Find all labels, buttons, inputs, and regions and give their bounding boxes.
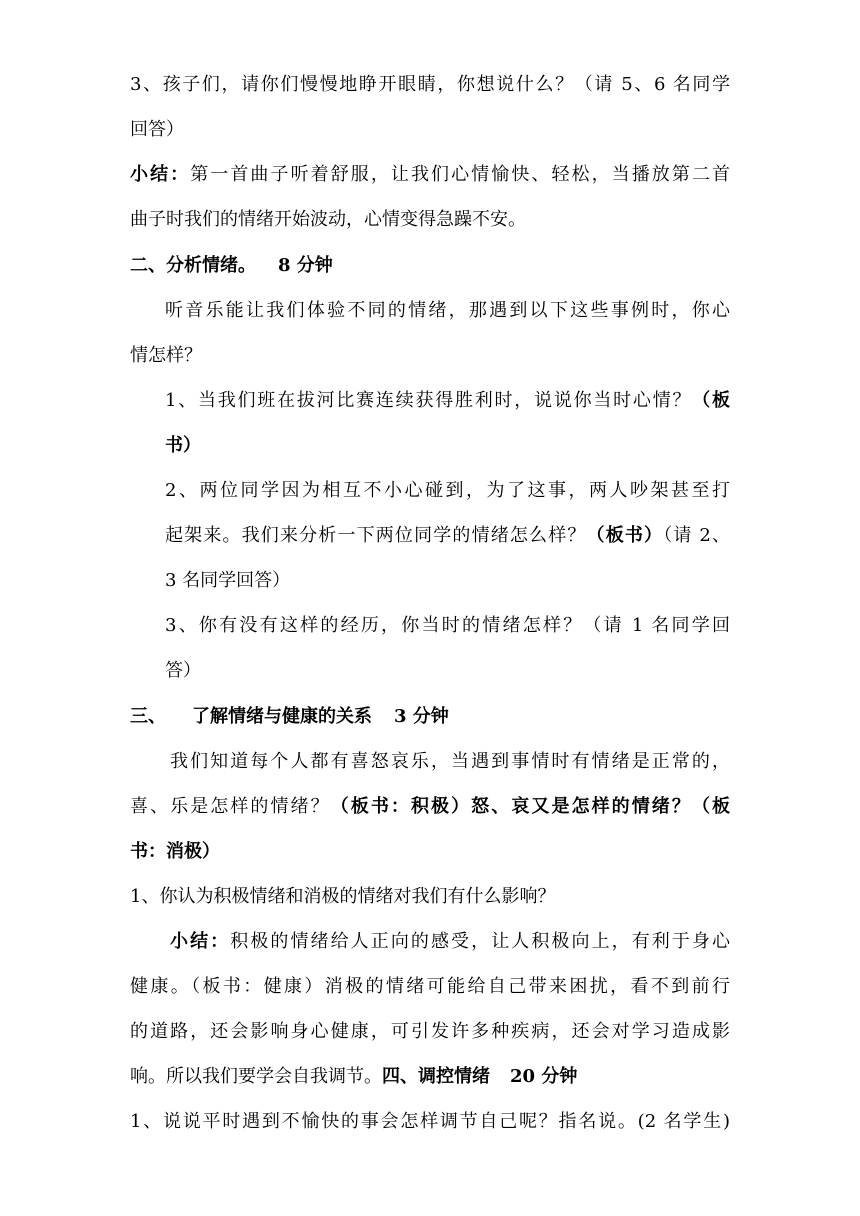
section-2-title: 二、分析情绪。 [130, 255, 256, 276]
text-line-11 [165, 524, 730, 548]
list-item-1 [165, 389, 730, 413]
summary-text: 积极的情绪给人正向的感受，让人积极向上，有利于身心 [230, 931, 731, 952]
text-line-17 [130, 795, 730, 819]
list-item-3: 3、你有没有这样的经历，你当时的情绪怎样？（请 1 名同学回 [165, 615, 730, 636]
text-line-17-main: 喜、乐是怎样的情绪？ [130, 796, 331, 817]
section-3-title: 了解情绪与健康的关系 [192, 706, 372, 727]
text-line-7: 情怎样？ [130, 345, 202, 366]
question-1: 1、你认为积极情绪和消极的情绪对我们有什么影响？ [130, 886, 556, 907]
list-item-1-board-note: （板 [692, 390, 731, 411]
text-line-18: 书：消极） [130, 841, 220, 862]
text-line-1: 3、孩子们，请你们慢慢地睁开眼睛，你想说什么？（请 5、6 名同学 [130, 74, 730, 95]
text-line-24: 1、说说平时遇到不愉快的事会怎样调节自己呢？指名说。(2 名学生) [130, 1111, 730, 1132]
section-3-number: 三、 [130, 706, 166, 727]
section-4-time: 20 分钟 [510, 1066, 578, 1087]
section-heading-2 [130, 254, 333, 278]
text-line-6: 听音乐能让我们体验不同的情绪，那遇到以下这些事例时，你心 [165, 300, 730, 321]
text-line-23 [130, 1065, 577, 1089]
text-line-23-main: 响。所以我们要学会自我调节。 [130, 1066, 382, 1087]
summary-paragraph-1 [130, 163, 730, 187]
text-line-14: 答） [165, 660, 201, 681]
list-item-1-text: 1、当我们班在拔河比赛连续获得胜利时，说说你当时心情？ [165, 390, 693, 411]
section-4-title: 四、调控情绪 [382, 1066, 490, 1087]
summary-label: 小结： [170, 931, 231, 952]
summary-paragraph-2 [170, 930, 730, 954]
section-heading-3 [130, 705, 449, 729]
list-item-2: 2、两位同学因为相互不小心碰到，为了这事，两人吵架甚至打 [165, 480, 730, 501]
text-line-17-board-note: （板书：积极）怒、哀又是怎样的情绪？（板 [330, 796, 731, 817]
text-line-21: 健康。（板书：健康）消极的情绪可能给自己带来困扰，看不到前行 [130, 976, 730, 997]
summary-text: 第一首曲子听着舒服，让我们心情愉快、轻松，当播放第二首 [190, 164, 731, 185]
text-line-2: 回答） [130, 119, 184, 140]
section-3-time: 3 分钟 [394, 706, 449, 727]
text-line-22: 的道路，还会影响身心健康，可引发许多种疾病，还会对学习造成影 [130, 1021, 730, 1042]
text-line-16: 我们知道每个人都有喜怒哀乐，当遇到事情时有情绪是正常的， [170, 751, 730, 772]
section-2-time: 8 分钟 [278, 255, 333, 276]
text-line-11-main: 起架来。我们来分析一下两位同学的情绪怎么样？ [165, 525, 587, 546]
board-note: （板书） [586, 525, 664, 546]
text-line-12: 3 名同学回答） [165, 570, 291, 591]
text-line-4: 曲子时我们的情绪开始波动，心情变得急躁不安。 [130, 209, 526, 230]
text-line-9: 书） [165, 435, 201, 456]
summary-label: 小结： [130, 164, 191, 185]
text-line-11-tail: （请 2、 [663, 525, 731, 546]
